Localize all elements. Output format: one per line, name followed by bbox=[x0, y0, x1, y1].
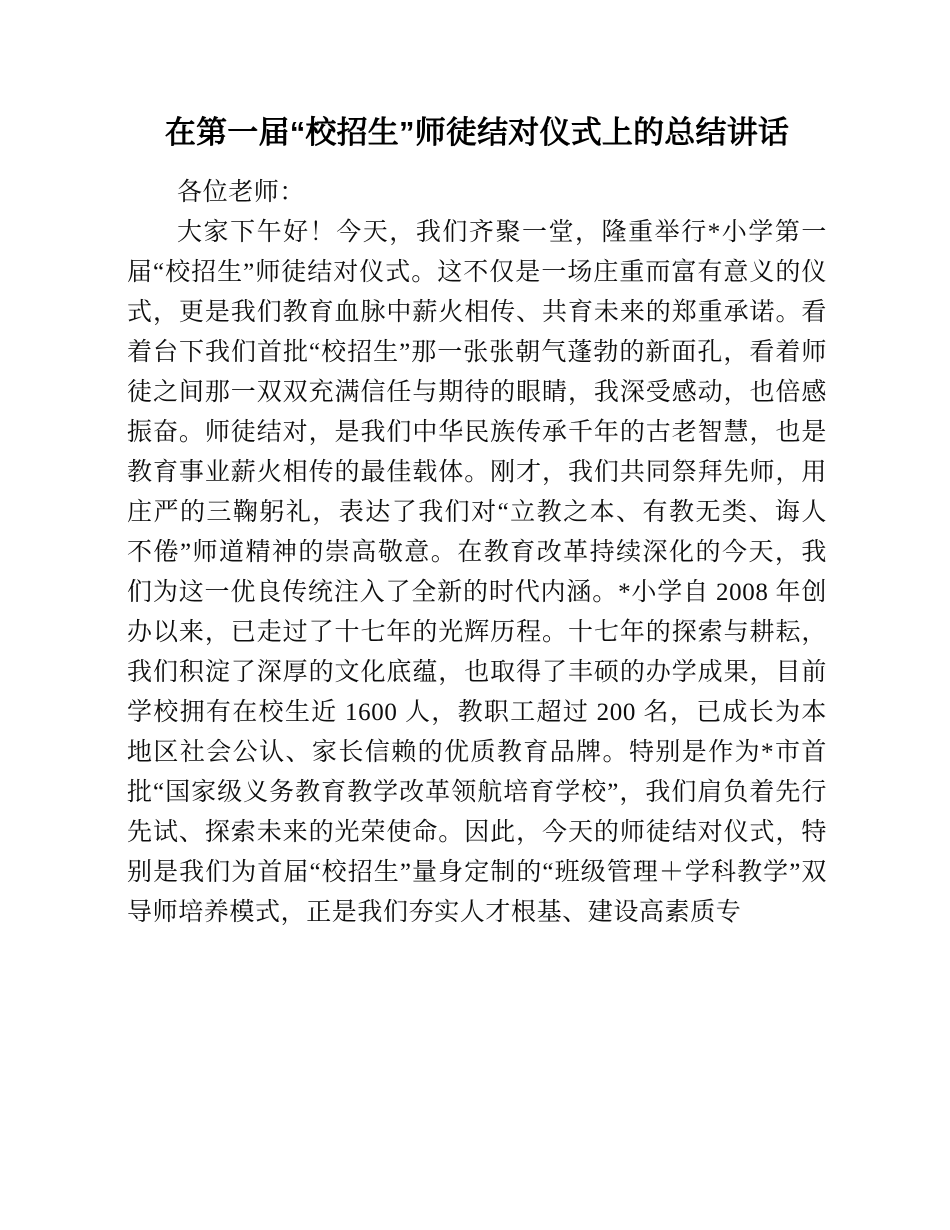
salutation-line: 各位老师： bbox=[177, 179, 306, 206]
body-paragraph-1: 大家下午好！今天，我们齐聚一堂，隆重举行*小学第一届“校招生”师徒结对仪式。这不仅是一场庄重而富有意义的仪式，更是我们教育血脉中薪火相传、共育未来的郑重承诺。看着台下我们首批“校招生”那一张张朝气蓬勃的新面孔，看着师徒之间那一双双充满信任与期待的眼睛，我深受感动，也倍感振奋。师徒结对，是我们中华民族传承千年的古老智慧，也是教育事业薪火相传的最佳载体。刚才，我们共同祭拜先师，用庄严的三鞠躬礼，表达了我们对“立教之本、有教无类、诲人不倦”师道精神的崇高敬意。在教育改革持续深化的今天，我们为这一优良传统注入了全新的时代内涵。*小学自 2008 年创办以来，已走过了十七年的光辉历程。十七年的探索与耕耘，我们积淀了深厚的文化底蕴，也取得了丰硕的办学成果，目前学校拥有在校生近 1600 人，教职工超过 200 名，已成长为本地区社会公认、家长信赖的优质教育品牌。特别是作为*市首批“国家级义务教育教学改革领航培育学校”，我们肩负着先行先试、探索未来的光荣使命。因此，今天的师徒结对仪式，特别是我们为首届“校招生”量身定制的“班级管理＋学科教学”双导师培养模式，正是我们夯实人才根基、建设高素质专 bbox=[127, 219, 827, 926]
document-content bbox=[127, 0, 827, 933]
document-body bbox=[127, 173, 827, 933]
page-title: 在第一届“校招生”师徒结对仪式上的总结讲话 bbox=[164, 115, 790, 150]
